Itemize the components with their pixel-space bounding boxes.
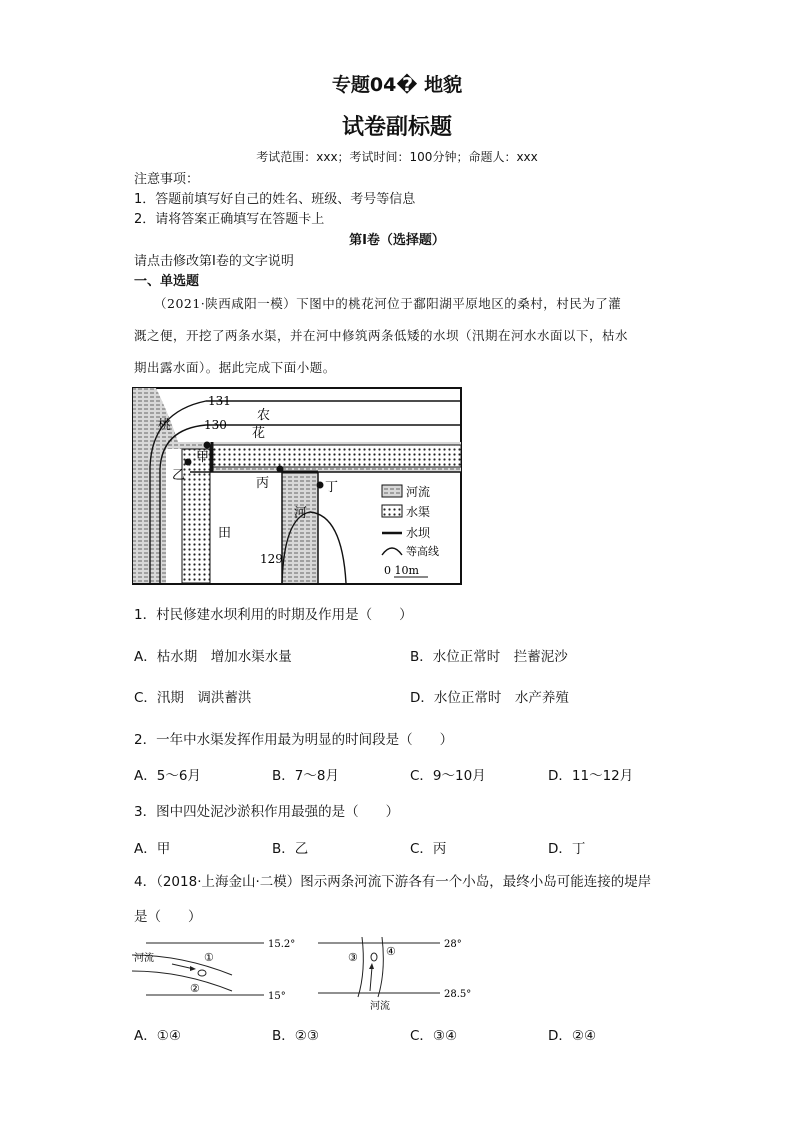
passage-line: （2021·陕西咸阳一模）下图中的桃花河位于鄱阳湖平原地区的桑村，村民为了灌 <box>154 296 622 311</box>
svg-text:水坝: 水坝 <box>406 526 431 540</box>
section-instruction: 请点击修改第I卷的文字说明 <box>134 254 294 269</box>
svg-text:③: ③ <box>348 951 358 964</box>
passage-line: 期出露水面）。据此完成下面小题。 <box>134 360 336 375</box>
svg-text:②: ② <box>190 982 200 995</box>
svg-text:15°: 15° <box>268 991 286 1002</box>
canal-area <box>210 445 461 467</box>
question-stem: 4．（2018·上海金山·二模）图示两条河流下游各有一个小岛，最终小岛可能连接的堤岸 <box>134 874 652 890</box>
section-title: 第I卷（选择题） <box>349 233 445 248</box>
svg-text:15.2°: 15.2° <box>268 939 296 950</box>
part-heading: 一、单选题 <box>134 274 200 289</box>
answer-option[interactable]: B．水位正常时 拦蓄泥沙 <box>410 649 568 665</box>
question-stem: 1．村民修建水坝利用的时期及作用是（ ） <box>134 607 413 623</box>
svg-text:河流: 河流 <box>134 953 154 964</box>
point-label: 乙 <box>172 468 186 483</box>
svg-text:④: ④ <box>386 945 396 958</box>
contour-label: 129 <box>260 552 283 566</box>
question-stem: 是（ ） <box>134 909 202 925</box>
svg-text:河流: 河流 <box>406 485 431 499</box>
notes-item: 2．请将答案正确填写在答题卡上 <box>134 212 325 227</box>
map-label: 桃 <box>158 418 172 433</box>
svg-text:28.5°: 28.5° <box>444 989 472 1000</box>
point-label: 丙 <box>256 476 270 491</box>
svg-text:水渠: 水渠 <box>406 505 431 519</box>
question-stem: 2．一年中水渠发挥作用最为明显的时间段是（ ） <box>134 732 454 748</box>
point-label: 丁 <box>325 480 339 495</box>
notes-item: 1．答题前填写好自己的姓名、班级、考号等信息 <box>134 192 416 207</box>
exam-info: 考试范围：xxx；考试时间：100分钟；命题人：xxx <box>256 150 538 164</box>
svg-text:河流: 河流 <box>370 1001 390 1011</box>
answer-option[interactable]: A．枯水期 增加水渠水量 <box>134 649 292 665</box>
map-label: 河 <box>294 506 308 521</box>
answer-option[interactable]: C．9～10月 <box>410 768 486 784</box>
svg-text:等高线: 等高线 <box>406 545 439 558</box>
canal-area <box>182 449 210 583</box>
document-subtitle: 试卷副标题 <box>341 115 452 140</box>
map-label: 田 <box>218 526 232 541</box>
answer-option[interactable]: A．5～6月 <box>134 768 201 784</box>
answer-option[interactable]: A．甲 <box>134 841 171 857</box>
svg-text:28°: 28° <box>444 939 462 950</box>
answer-option[interactable]: D．11～12月 <box>548 768 634 784</box>
answer-option[interactable]: C．丙 <box>410 841 447 857</box>
contour-label: 131 <box>208 394 231 408</box>
answer-option[interactable]: D．水位正常时 水产养殖 <box>410 690 569 706</box>
map-label: 农 <box>257 408 271 423</box>
contour-label: 130 <box>204 418 227 432</box>
island-map-right <box>312 935 482 1011</box>
map-label: 花 <box>252 426 266 441</box>
svg-text:0 10m: 0 10m <box>384 564 419 577</box>
answer-option[interactable]: B．7～8月 <box>272 768 339 784</box>
answer-option[interactable]: B．乙 <box>272 841 309 857</box>
passage-line: 溉之便，开挖了两条水渠，并在河中修筑两条低矮的水坝（汛期在河水水面以下，枯水 <box>134 328 629 343</box>
point-label: 甲 <box>196 450 210 465</box>
question-stem: 3．图中四处泥沙淤积作用最强的是（ ） <box>134 804 400 820</box>
answer-option[interactable]: D．丁 <box>548 841 586 857</box>
svg-text:①: ① <box>204 951 214 964</box>
river-area <box>282 472 318 583</box>
answer-option[interactable]: C．③④ <box>410 1028 458 1044</box>
island-map-left <box>132 935 302 1003</box>
answer-option[interactable]: D．②④ <box>548 1028 597 1044</box>
river-map-figure <box>132 387 462 585</box>
answer-option[interactable]: B．②③ <box>272 1028 319 1044</box>
answer-option[interactable]: C．汛期 调洪蓄洪 <box>134 690 252 706</box>
document-title: 专题04� 地貌 <box>331 74 463 96</box>
notes-heading: 注意事项： <box>134 172 200 187</box>
answer-option[interactable]: A．①④ <box>134 1028 181 1044</box>
